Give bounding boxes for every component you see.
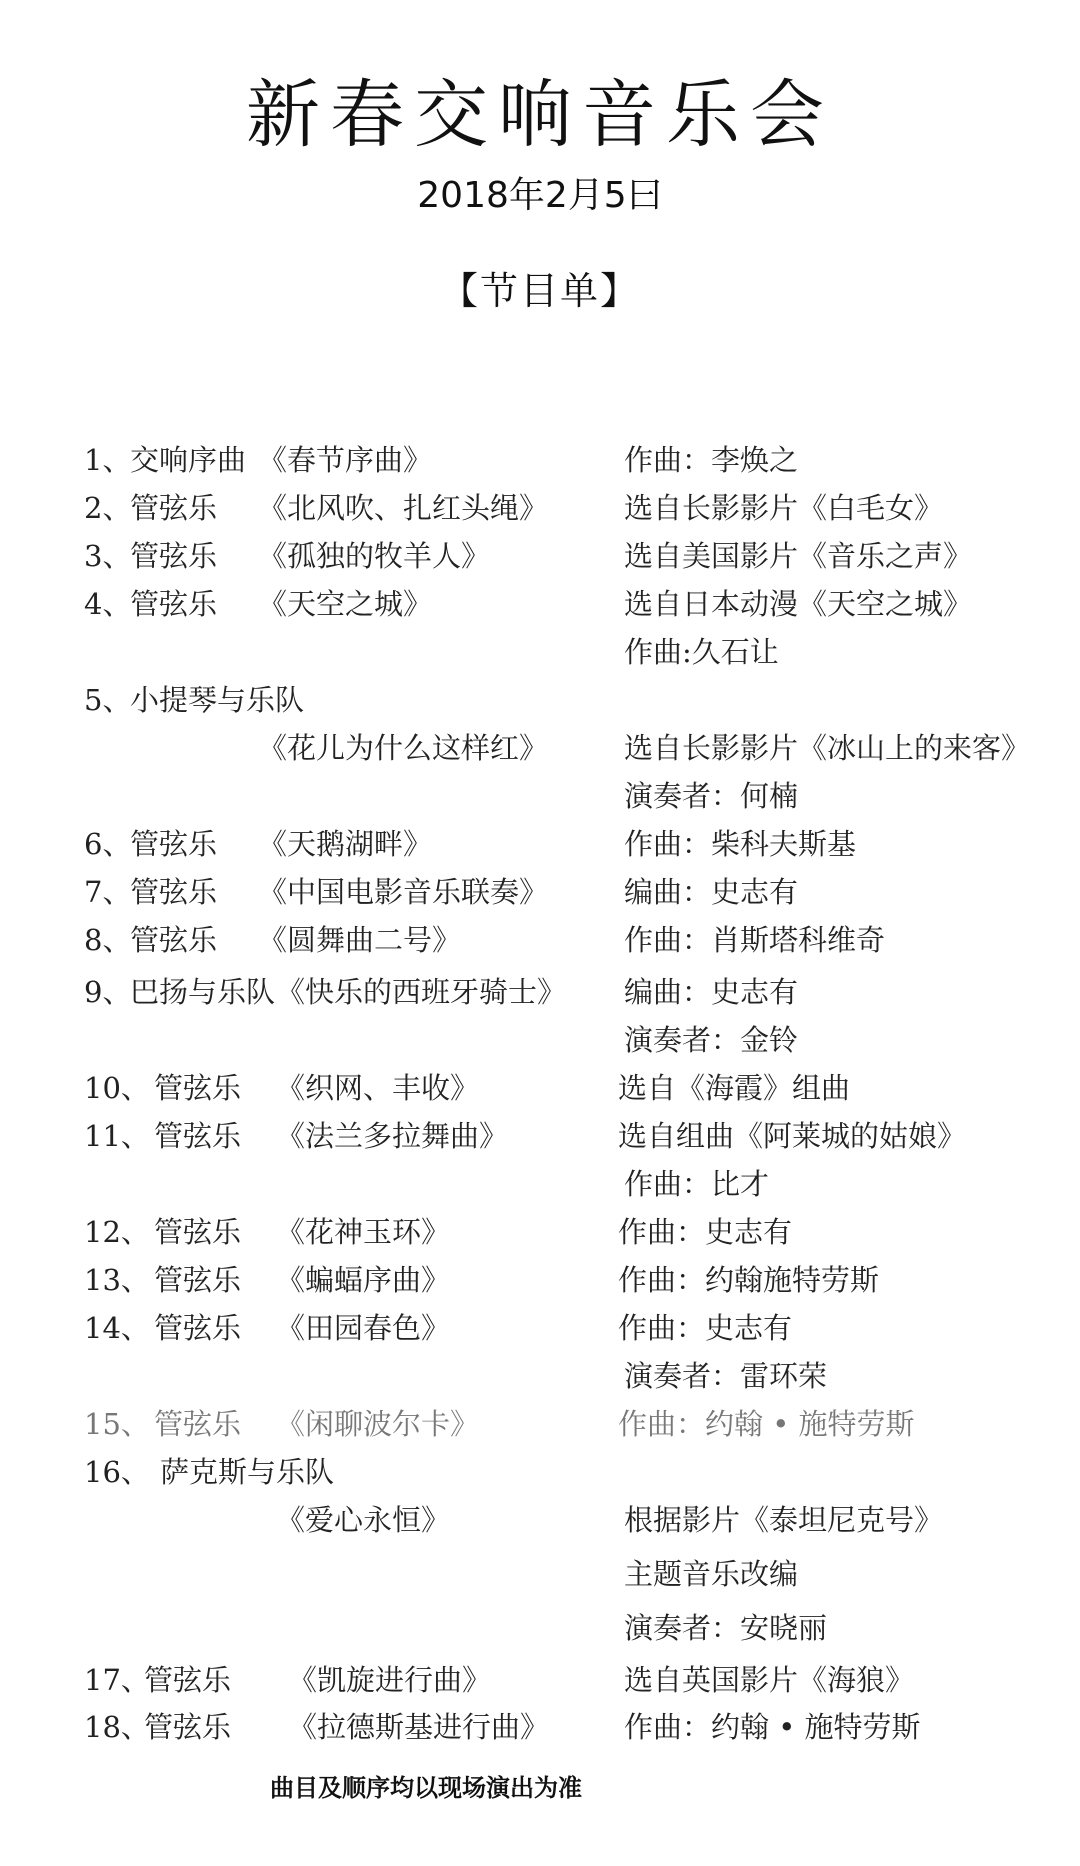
item-work: 《拉德斯基进行曲》 — [288, 1710, 550, 1744]
item-number: 16、 — [84, 1455, 150, 1489]
item-info: 作曲：柴科夫斯基 — [624, 827, 857, 861]
item-number: 9、 — [84, 975, 132, 1009]
item-info: 编曲：史志有 — [624, 875, 799, 909]
item-info: 根据影片《泰坦尼克号》 — [624, 1503, 944, 1537]
item-number: 6、 — [84, 827, 132, 861]
item-info: 选自组曲《阿莱城的姑娘》 — [618, 1119, 967, 1153]
item-work: 《闲聊波尔卡》 — [276, 1407, 480, 1441]
item-info: 作曲：比才 — [624, 1167, 770, 1201]
item-genre: 管弦乐 — [130, 875, 218, 909]
item-work: 《北风吹、扎红头绳》 — [258, 491, 549, 525]
item-info: 演奏者：金铃 — [624, 1023, 799, 1057]
item-genre: 小提琴与乐队 — [130, 683, 305, 717]
item-work: 《花神玉环》 — [276, 1215, 451, 1249]
item-work: 《孤独的牧羊人》 — [258, 539, 491, 573]
item-genre: 管弦乐 — [130, 827, 218, 861]
item-number: 15、 — [84, 1407, 150, 1441]
item-work: 《快乐的西班牙骑士》 — [276, 975, 567, 1009]
item-genre: 管弦乐 — [154, 1263, 242, 1297]
concert-date: 2018年2月5曰 — [417, 175, 663, 216]
item-work: 《天空之城》 — [258, 587, 433, 621]
item-genre: 交响序曲 — [130, 443, 247, 477]
item-info: 演奏者：雷环荣 — [624, 1359, 828, 1393]
item-genre: 巴扬与乐队 — [130, 975, 276, 1009]
item-genre: 管弦乐 — [144, 1710, 232, 1744]
page-title: 新春交响音乐会 — [246, 72, 834, 158]
item-info: 作曲:久石让 — [624, 635, 779, 669]
program-heading: 【节目单】 — [439, 269, 640, 313]
item-number: 5、 — [84, 683, 132, 717]
item-info: 作曲：约翰施特劳斯 — [618, 1263, 880, 1297]
item-info: 作曲：史志有 — [618, 1215, 793, 1249]
item-genre: 管弦乐 — [154, 1071, 242, 1105]
item-number: 2、 — [84, 491, 132, 525]
item-work: 《花儿为什么这样红》 — [258, 731, 549, 765]
item-info: 主题音乐改编 — [624, 1557, 799, 1591]
item-info: 选自美国影片《音乐之声》 — [624, 539, 973, 573]
item-genre: 萨克斯与乐队 — [160, 1455, 335, 1489]
item-genre: 管弦乐 — [154, 1311, 242, 1345]
item-info: 作曲：李焕之 — [624, 443, 799, 477]
item-info: 演奏者：安晓丽 — [624, 1611, 828, 1645]
item-number: 14、 — [84, 1311, 150, 1345]
item-info: 编曲：史志有 — [624, 975, 799, 1009]
item-genre: 管弦乐 — [154, 1407, 242, 1441]
item-genre: 管弦乐 — [154, 1119, 242, 1153]
item-genre: 管弦乐 — [130, 923, 218, 957]
item-number: 4、 — [84, 587, 132, 621]
item-info: 作曲：史志有 — [618, 1311, 793, 1345]
item-work: 《织网、丰收》 — [276, 1071, 480, 1105]
item-work: 《凯旋进行曲》 — [288, 1663, 492, 1697]
item-info: 选自英国影片《海狼》 — [624, 1663, 915, 1697]
item-info: 作曲：约翰 • 施特劳斯 — [618, 1407, 915, 1441]
item-number: 1、 — [84, 443, 132, 477]
item-genre: 管弦乐 — [130, 539, 218, 573]
item-number: 12、 — [84, 1215, 150, 1249]
item-work: 《爱心永恒》 — [276, 1503, 451, 1537]
item-work: 《中国电影音乐联奏》 — [258, 875, 549, 909]
item-work: 《天鹅湖畔》 — [258, 827, 433, 861]
item-info: 选自长影影片《白毛女》 — [624, 491, 944, 525]
item-number: 11、 — [84, 1119, 150, 1153]
item-info: 选自《海霞》组曲 — [618, 1071, 851, 1105]
item-genre: 管弦乐 — [130, 587, 218, 621]
item-number: 13、 — [84, 1263, 150, 1297]
item-genre: 管弦乐 — [130, 491, 218, 525]
item-number: 18、 — [84, 1710, 150, 1744]
item-genre: 管弦乐 — [144, 1663, 232, 1697]
item-info: 选自日本动漫《天空之城》 — [624, 587, 973, 621]
item-work: 《田园春色》 — [276, 1311, 451, 1345]
item-number: 10、 — [84, 1071, 150, 1105]
item-number: 8、 — [84, 923, 132, 957]
item-work: 《春节序曲》 — [258, 443, 433, 477]
item-info: 作曲：肖斯塔科维奇 — [624, 923, 886, 957]
item-genre: 管弦乐 — [154, 1215, 242, 1249]
item-work: 《圆舞曲二号》 — [258, 923, 462, 957]
item-work: 《蝙蝠序曲》 — [276, 1263, 451, 1297]
item-info: 作曲：约翰 • 施特劳斯 — [624, 1710, 921, 1744]
item-info: 演奏者：何楠 — [624, 779, 799, 813]
item-number: 17、 — [84, 1663, 150, 1697]
footer-note: 曲目及顺序均以现场演出为准 — [270, 1774, 582, 1802]
item-number: 7、 — [84, 875, 132, 909]
item-number: 3、 — [84, 539, 132, 573]
item-work: 《法兰多拉舞曲》 — [276, 1119, 509, 1153]
item-info: 选自长影影片《冰山上的来客》 — [624, 731, 1031, 765]
